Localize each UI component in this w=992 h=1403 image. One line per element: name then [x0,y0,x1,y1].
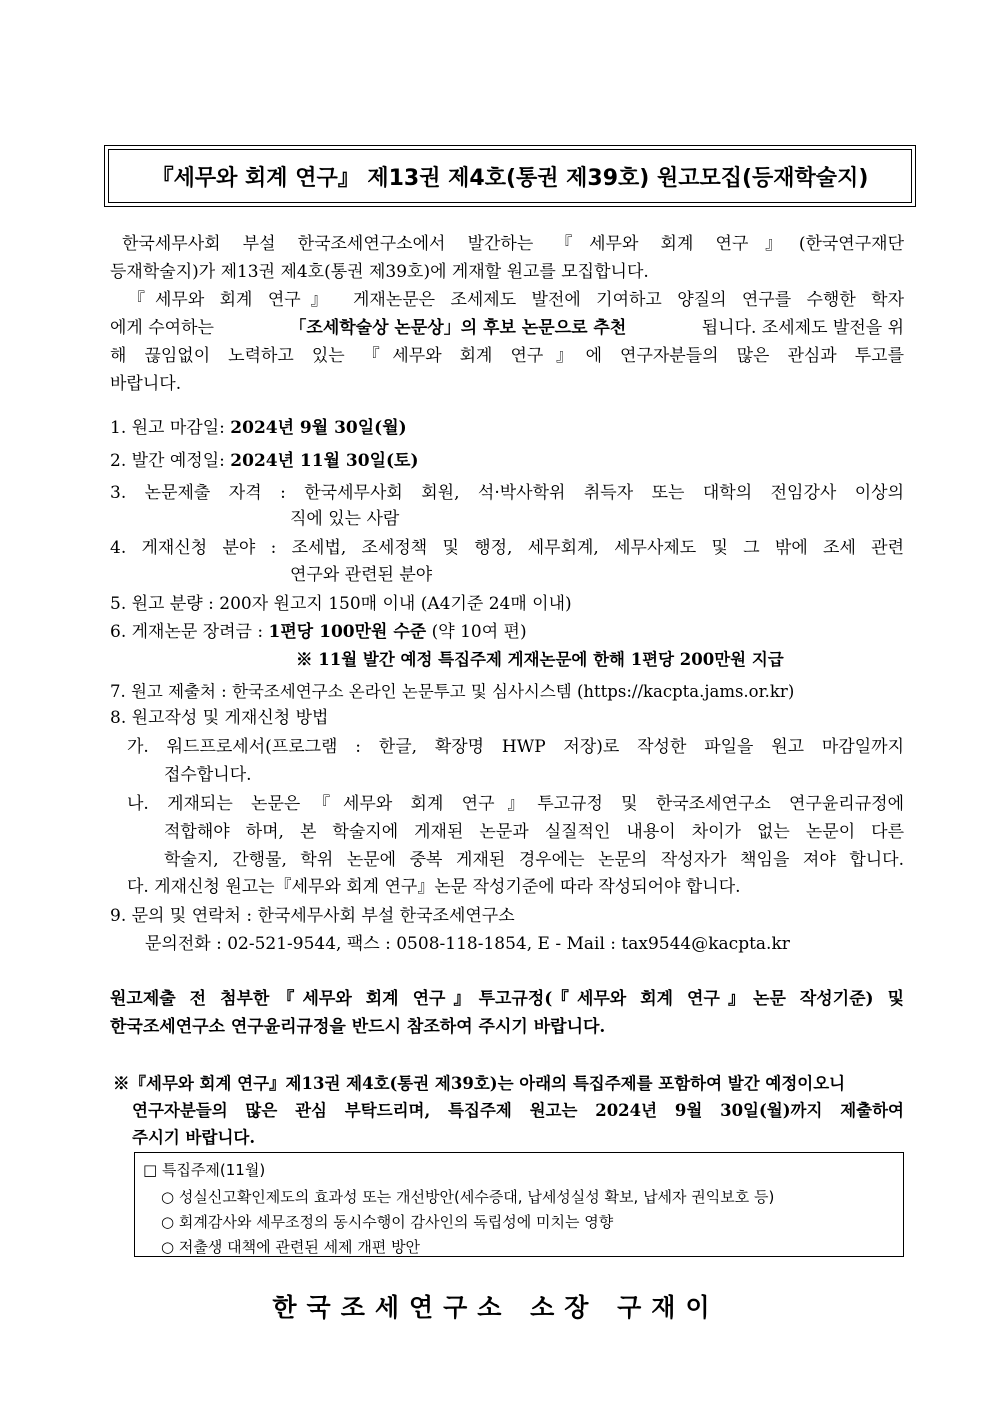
method-c: 다. 게재신청 원고는『세무와 회계 연구』논문 작성기준에 따라 작성되어야 합니다. [127,877,741,897]
intro-line-award [110,314,904,342]
method-a-cont: 접수합니다. [164,765,252,785]
item-deadline [110,414,407,442]
intro-line: 바랍니다. [110,374,182,394]
intro-line: 한국세무사회 부설 한국조세연구소에서 발간하는 『세무와 회계 연구』(한국연구재단 [122,234,904,254]
method-b-cont: 학술지, 간행물, 학위 논문에 중복 게재된 경우에는 논문의 작성자가 책임을 져야 합니다. [164,850,904,870]
intro-text: 됩니다. 조세제도 발전을 위 [701,318,904,338]
method-b-cont: 적합해야 하며, 본 학술지에 게재된 논문과 실질적인 내용이 차이가 없는 논문이 다른 [164,822,904,842]
item-submission: 7. 원고 제출처 : 한국조세연구소 온라인 논문투고 및 심사시스템 (https://kacpta.jams.or.kr) [110,682,795,701]
title-box [104,145,916,207]
topic-item: ○ 성실신고확인제도의 효과성 또는 개선방안(세수증대, 납세성실성 확보, 납세자 권익보호 등) [161,1188,775,1206]
award-amount: 1편당 100만원 수준 [268,622,427,642]
item-label: 6. 게재논문 장려금 : [110,622,269,642]
award-highlight: 「조세학술상 논문상」의 후보 논문으로 추천 [289,318,627,338]
topic-item: ○ 저출생 대책에 관련된 세제 개편 방안 [161,1238,421,1256]
special-notice: 연구자분들의 많은 관심 부탁드리며, 특집주제 원고는 2024년 9월 30일(월)까지 제출하여 [132,1101,904,1120]
page-title: 『세무와 회계 연구』 제13권 제4호(통권 제39호) 원고모집(등재학술지) [108,149,912,203]
publish-date-value: 2024년 11월 30일(토) [230,451,419,471]
intro-text: 에게 수여하는 [110,318,214,338]
award-special-note: ※ 11월 발간 예정 특집주제 게재논문에 한해 1편당 200만원 지급 [296,650,784,669]
award-count: (약 10여 편) [426,622,527,642]
contact-info: 문의전화 : 02-521-9544, 팩스 : 0508-118-1854, E - Mail : tax9544@kacpta.kr [145,934,790,954]
deadline-value: 2024년 9월 30일(월) [230,418,407,438]
special-topics-box [134,1152,904,1257]
item-field: 4. 게재신청 분야 : 조세법, 조세정책 및 행정, 세무회계, 세무사제도 및 그 밖에 조세 관련 [110,538,904,558]
intro-line: 해 끊임없이 노력하고 있는 『세무와 회계 연구』에 연구자분들의 많은 관심과 투고를 [110,346,904,366]
item-label: 2. 발간 예정일: [110,451,231,471]
item-award [110,618,527,646]
topic-item: ○ 회계감사와 세무조정의 동시수행이 감사인의 독립성에 미치는 영향 [161,1213,614,1231]
item-publish-date [110,447,419,475]
item-eligibility-cont: 직에 있는 사람 [290,509,400,529]
method-b: 나. 게재되는 논문은『세무와 회계 연구』투고규정 및 한국조세연구소 연구윤리규정에 [127,794,904,814]
item-contact: 9. 문의 및 연락처 : 한국세무사회 부설 한국조세연구소 [110,906,515,926]
intro-line: 등재학술지)가 제13권 제4호(통권 제39호)에 게재할 원고를 모집합니다. [110,262,649,282]
item-eligibility: 3. 논문제출 자격 : 한국세무사회 회원, 석·박사학위 취득자 또는 대학의 전임강사 이상의 [110,483,904,503]
intro-line: 『세무와 회계 연구』 게재논문은 조세제도 발전에 기여하고 양질의 연구를 수행한 학자 [128,290,904,310]
item-field-cont: 연구와 관련된 분야 [290,565,433,585]
special-notice: ※『세무와 회계 연구』제13권 제4호(통권 제39호)는 아래의 특집주제를 포함하여 발간 예정이오니 [113,1074,846,1093]
topics-header: □ 특집주제(11월) [143,1161,266,1179]
signature: 한국조세연구소 소장 구재이 [272,1293,720,1322]
notice-line: 한국조세연구소 연구윤리규정을 반드시 참조하여 주시기 바랍니다. [110,1017,606,1037]
method-a: 가. 워드프로세서(프로그램 : 한글, 확장명 HWP 저장)로 작성한 파일을 원고 마감일까지 [127,737,904,757]
item-length: 5. 원고 분량 : 200자 원고지 150매 이내 (A4기준 24매 이내) [110,594,572,614]
notice-line: 원고제출 전 첨부한『세무와 회계 연구』투고규정(『세무와 회계 연구』논문 작성기준) 및 [110,989,904,1009]
item-label: 1. 원고 마감일: [110,418,231,438]
special-notice: 주시기 바랍니다. [132,1128,256,1147]
item-method: 8. 원고작성 및 게재신청 방법 [110,708,329,728]
